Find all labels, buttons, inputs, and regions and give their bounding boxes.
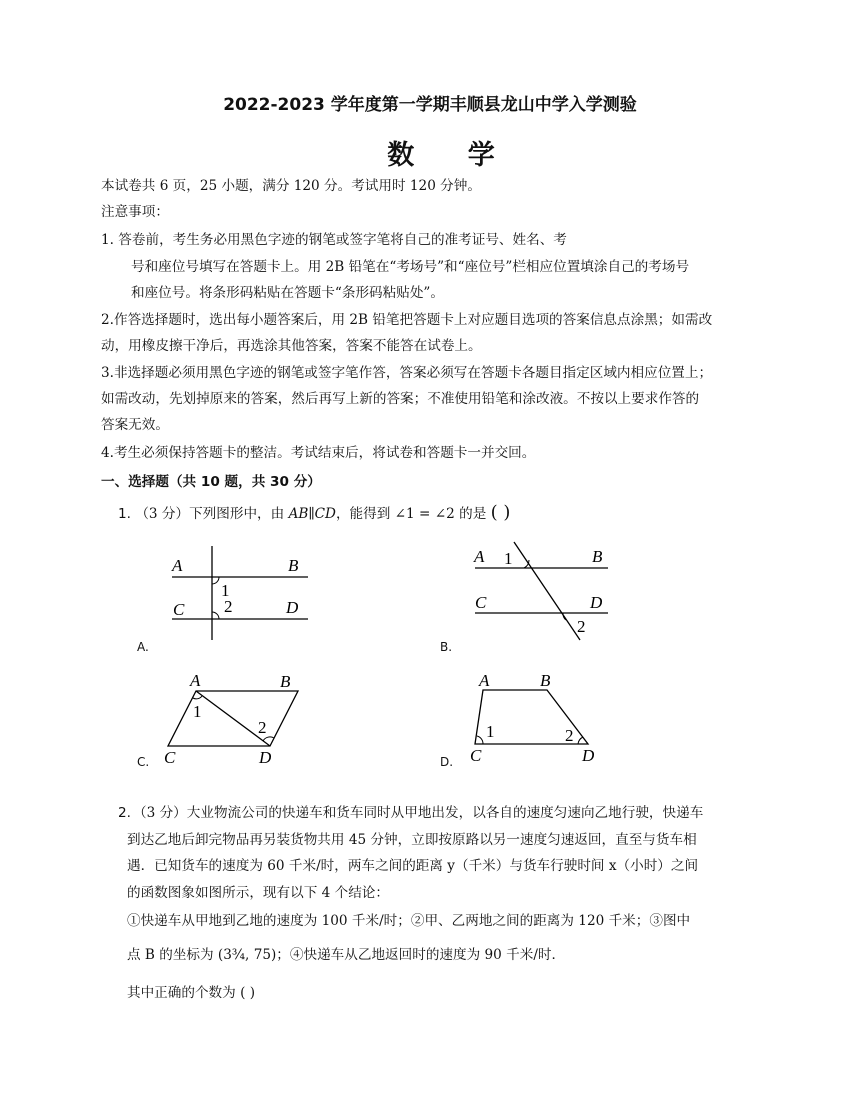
label-a: A xyxy=(479,671,490,690)
note-line: 号和座位号填写在答题卡上。用 2B 铅笔在“考场号”和“座位号”栏相应位置填涂自己的考场号 xyxy=(131,259,690,275)
figure-d xyxy=(470,670,610,770)
label-d: D xyxy=(582,746,595,765)
label-a: A xyxy=(474,547,485,566)
note-line: 2.作答选择题时，选出每小题答案后，用 2B 铅笔把答题卡上对应题目选项的答案信息点涂黑；如需改 xyxy=(101,312,713,328)
question-text: ，能得到 xyxy=(335,506,391,522)
option-a[interactable]: A. xyxy=(137,640,149,654)
label-c: C xyxy=(173,600,185,619)
label-b: B xyxy=(540,671,551,690)
note-line: 如需改动，先划掉原来的答案，然后再写上新的答案；不准使用铅笔和涂改液。不按以上要求作答的 xyxy=(101,391,700,407)
question-number: 1. xyxy=(118,506,131,522)
note-line: 1. 答卷前，考生务必用黑色字迹的钢笔或签字笔将自己的准考证号、姓名、考 xyxy=(101,232,567,248)
label-d: D xyxy=(590,593,603,612)
label-a: A xyxy=(172,556,183,575)
option-c[interactable]: C. xyxy=(137,755,150,769)
angle-1-label: 1 xyxy=(504,549,513,568)
answer-paren: ( ) xyxy=(490,502,511,523)
angle-1-label: 1 xyxy=(193,702,202,721)
subject-title: 数 学 xyxy=(387,140,517,171)
question-2-line: 到达乙地后卸完物品再另装货物共用 45 分钟，立即按原路以另一速度匀速返回，直至与货车相 xyxy=(127,832,697,848)
intro-text: 本试卷共 6 页，25 小题，满分 120 分。考试用时 120 分钟。 xyxy=(101,178,481,194)
note-line: 答案无效。 xyxy=(101,417,169,433)
notes-title: 注意事项： xyxy=(101,204,169,220)
label-a: A xyxy=(190,671,201,690)
question-number: 2. xyxy=(118,805,131,821)
question-1 xyxy=(118,500,510,527)
angle-2-label: 2 xyxy=(565,726,574,745)
note-line: 动，用橡皮擦干净后，再选涂其他答案，答案不能答在试卷上。 xyxy=(101,338,482,354)
angle-2-label: 2 xyxy=(224,597,233,616)
section-heading: 一、选择题（共 10 题，共 30 分） xyxy=(101,474,321,490)
question-2-line: ①快递车从甲地到乙地的速度为 100 千米/时；②甲、乙两地之间的距离为 120 千米；③图中 xyxy=(127,913,691,929)
figure-a xyxy=(160,540,320,645)
question-2-line: 其中正确的个数为 ( ) xyxy=(127,985,255,1001)
question-text: （3 分）下列图形中，由 xyxy=(135,506,285,522)
question-2-line: 的函数图象如图所示，现有以下 4 个结论： xyxy=(127,885,389,901)
label-c: C xyxy=(470,746,482,765)
math-expression: ∠1 = ∠2 xyxy=(394,506,455,522)
note-line: 3.非选择题必须用黑色字迹的钢笔或签字笔作答，答案必须写在答题卡各题目指定区域内相应位置上； xyxy=(101,365,713,381)
exam-title: 2022-2023 学年度第一学期丰顺县龙山中学入学测验 xyxy=(223,95,637,115)
question-text: 的是 xyxy=(459,506,487,522)
figure-b xyxy=(470,538,620,646)
angle-1-label: 1 xyxy=(486,722,495,741)
angle-2-label: 2 xyxy=(577,617,586,636)
label-c: C xyxy=(475,593,487,612)
question-2-line: （3 分）大业物流公司的快递车和货车同时从甲地出发，以各自的速度匀速向乙地行驶，快递车 xyxy=(133,805,704,821)
label-c: C xyxy=(164,748,176,767)
option-d[interactable]: D. xyxy=(440,755,454,769)
option-b[interactable]: B. xyxy=(440,640,453,654)
label-b: B xyxy=(592,547,603,566)
angle-2-label: 2 xyxy=(258,718,267,737)
label-b: B xyxy=(288,556,299,575)
label-d: D xyxy=(286,598,299,617)
figure-c xyxy=(160,670,310,770)
note-line: 和座位号。将条形码粘贴在答题卡“条形码粘贴处”。 xyxy=(131,285,444,301)
math-expression: AB∥CD xyxy=(288,506,336,522)
question-2-line: 遇．已知货车的速度为 60 千米/时，两车之间的距离 y（千米）与货车行驶时间 x（小时）之间 xyxy=(127,858,699,874)
angle-1-label: 1 xyxy=(221,581,230,600)
label-d: D xyxy=(259,748,272,767)
note-line: 4.考生必须保持答题卡的整洁。考试结束后，将试卷和答题卡一并交回。 xyxy=(101,445,536,461)
label-b: B xyxy=(280,672,291,691)
question-2-line: 点 B 的坐标为 (3¾, 75)；④快递车从乙地返回时的速度为 90 千米/时． xyxy=(127,947,566,963)
